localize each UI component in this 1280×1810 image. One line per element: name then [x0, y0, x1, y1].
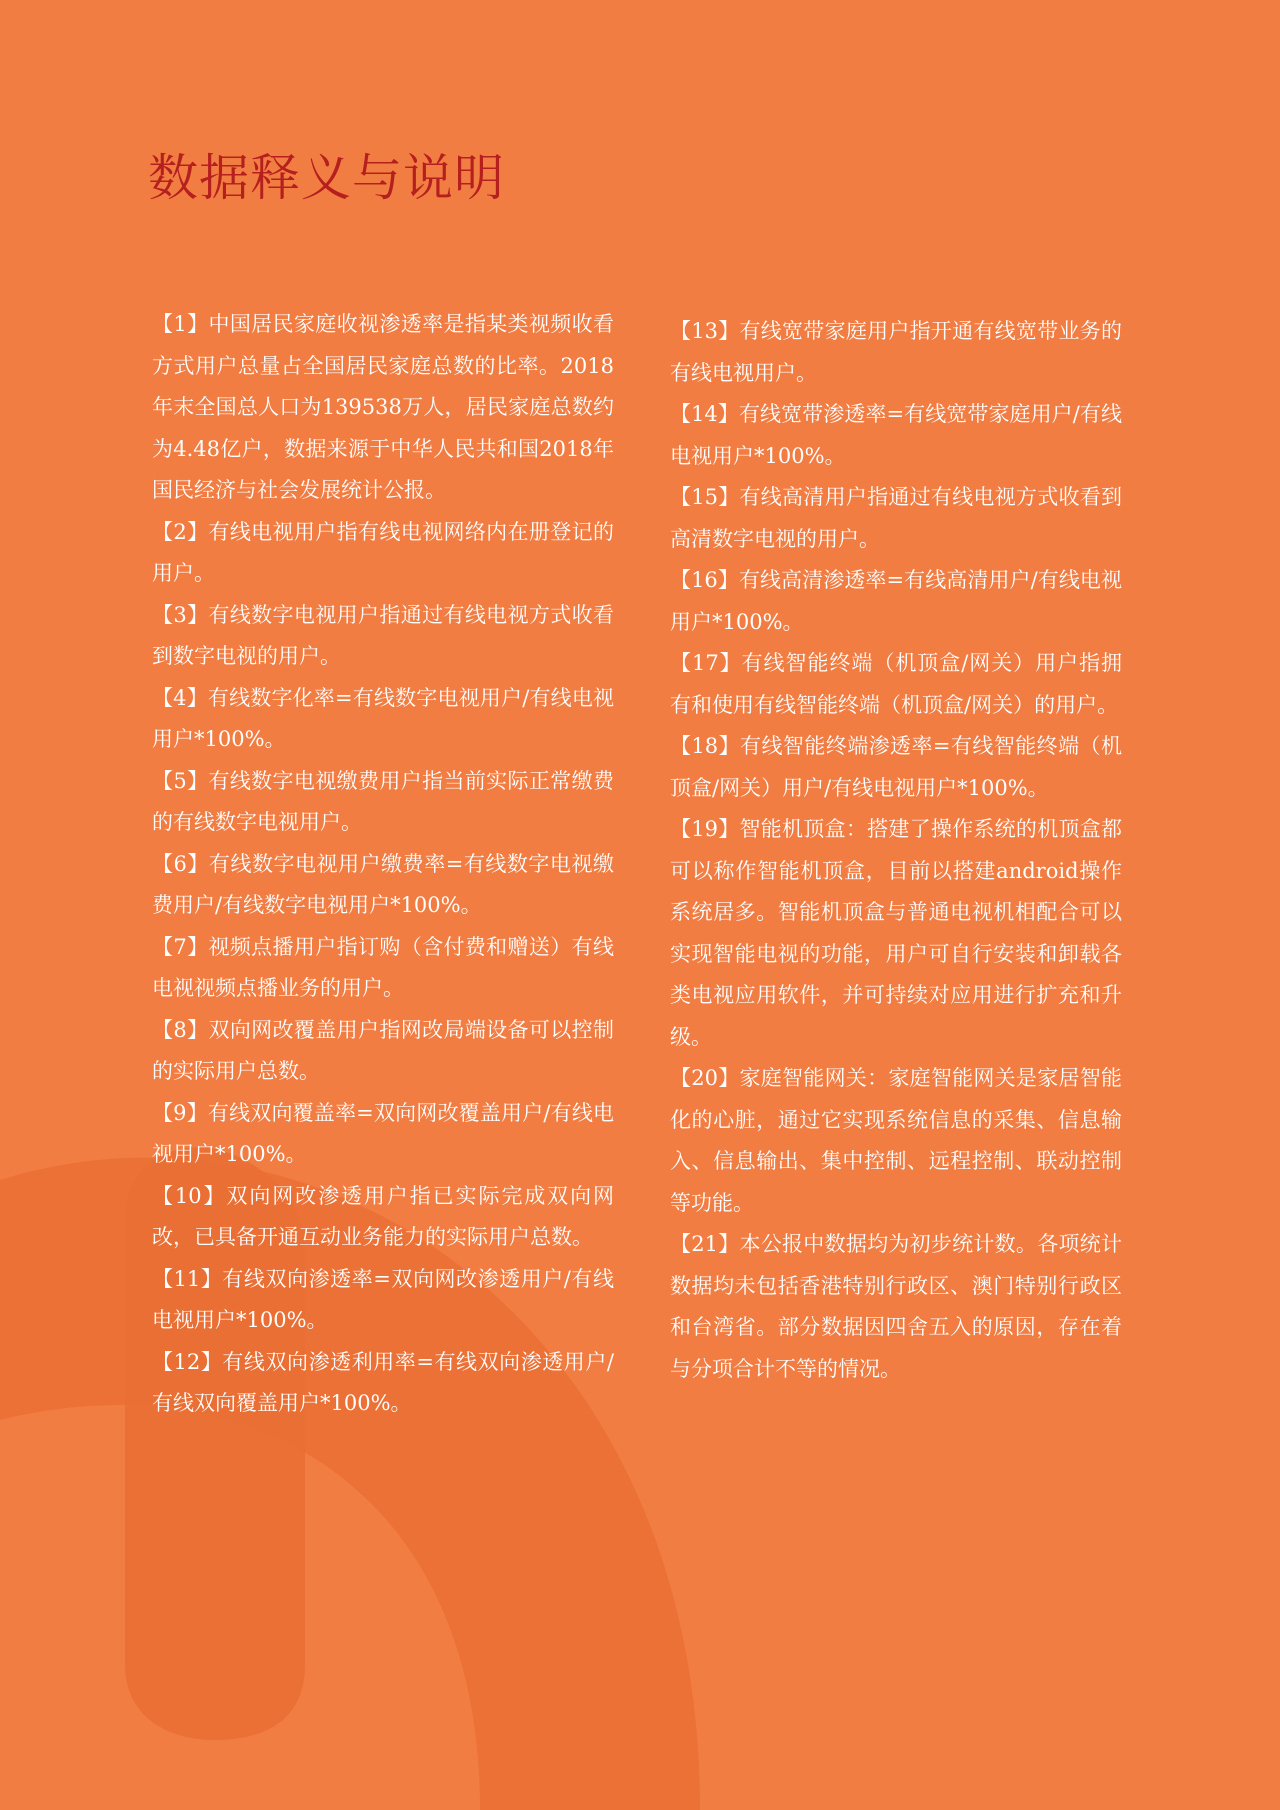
notes-column-right: [670, 311, 1122, 1390]
note-5: 【5】有线数字电视缴费用户指当前实际正常缴费的有线数字电视用户。: [152, 768, 614, 834]
note-16: 【16】有线高清渗透率=有线高清用户/有线电视用户*100%。: [670, 568, 1122, 634]
note-7: 【7】视频点播用户指订购（含付费和赠送）有线电视视频点播业务的用户。: [152, 934, 614, 1000]
note-18: 【18】有线智能终端渗透率=有线智能终端（机顶盒/网关）用户/有线电视用户*100%。: [670, 734, 1122, 800]
note-3: 【3】有线数字电视用户指通过有线电视方式收看到数字电视的用户。: [152, 602, 614, 668]
note-13: 【13】有线宽带家庭用户指开通有线宽带业务的有线电视用户。: [670, 319, 1122, 385]
page-title: 数据释义与说明: [148, 149, 505, 207]
note-11: 【11】有线双向渗透率=双向网改渗透用户/有线电视用户*100%。: [152, 1266, 614, 1332]
note-19: 【19】智能机顶盒：搭建了操作系统的机顶盒都可以称作智能机顶盒，目前以搭建android操作系统居多。智能机顶盒与普通电视机相配合可以实现智能电视的功能，用户可自行安装和卸载各类电视应用软件，并可持续对应用进行扩充和升级。: [670, 817, 1122, 1049]
note-15: 【15】有线高清用户指通过有线电视方式收看到高清数字电视的用户。: [670, 485, 1122, 551]
note-1: 【1】中国居民家庭收视渗透率是指某类视频收看方式用户总量占全国居民家庭总数的比率。2018年末全国总人口为139538万人，居民家庭总数约为4.48亿户，数据来源于中华人民共和国2018年国民经济与社会发展统计公报。: [152, 312, 614, 502]
note-10: 【10】双向网改渗透用户指已实际完成双向网改，已具备开通互动业务能力的实际用户总数。: [152, 1183, 614, 1249]
note-6: 【6】有线数字电视用户缴费率=有线数字电视缴费用户/有线数字电视用户*100%。: [152, 851, 614, 917]
notes-column-left: [152, 304, 614, 1425]
note-9: 【9】有线双向覆盖率=双向网改覆盖用户/有线电视用户*100%。: [152, 1100, 614, 1166]
note-14: 【14】有线宽带渗透率=有线宽带家庭用户/有线电视用户*100%。: [670, 402, 1122, 468]
note-21: 【21】本公报中数据均为初步统计数。各项统计数据均未包括香港特别行政区、澳门特别行政区和台湾省。部分数据因四舍五入的原因，存在着与分项合计不等的情况。: [670, 1232, 1122, 1381]
note-17: 【17】有线智能终端（机顶盒/网关）用户指拥有和使用有线智能终端（机顶盒/网关）的用户。: [670, 651, 1122, 717]
note-2: 【2】有线电视用户指有线电视网络内在册登记的用户。: [152, 519, 614, 585]
note-12: 【12】有线双向渗透利用率=有线双向渗透用户/有线双向覆盖用户*100%。: [152, 1349, 614, 1415]
note-20: 【20】家庭智能网关：家庭智能网关是家居智能化的心脏，通过它实现系统信息的采集、信息输入、信息输出、集中控制、远程控制、联动控制等功能。: [670, 1066, 1122, 1215]
note-8: 【8】双向网改覆盖用户指网改局端设备可以控制的实际用户总数。: [152, 1017, 614, 1083]
note-4: 【4】有线数字化率=有线数字电视用户/有线电视用户*100%。: [152, 685, 614, 751]
